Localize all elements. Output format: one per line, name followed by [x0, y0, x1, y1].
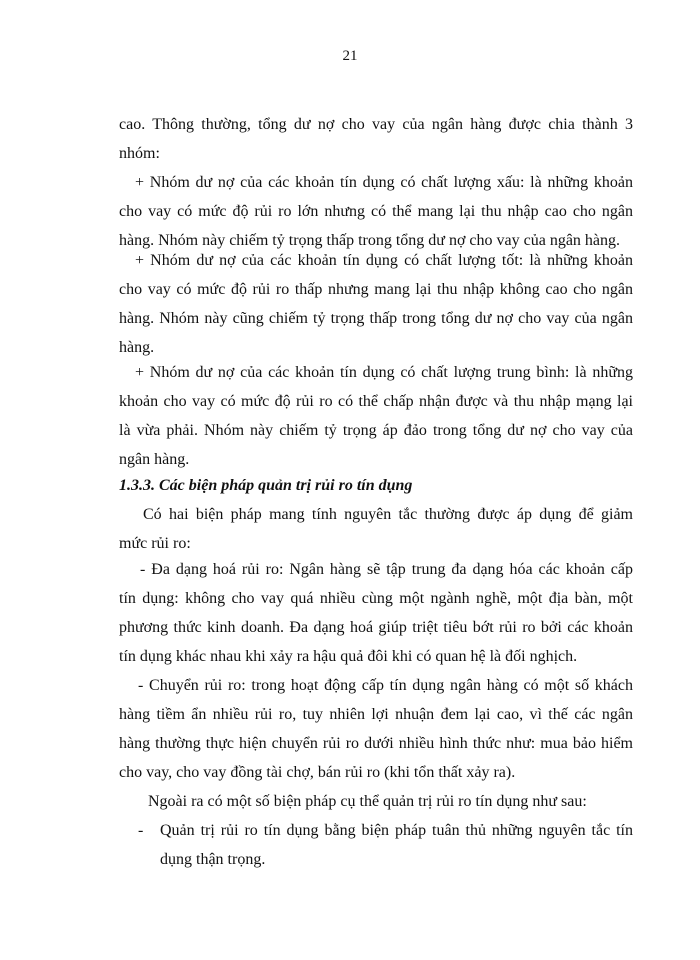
text-line: hàng. Nhóm này chiếm tỷ trọng thấp trong tổng dư nợ cho vay của ngân hàng. [119, 232, 621, 249]
text-line: Có hai biện pháp mang tính nguyên tắc thường được áp dụng để giảm [143, 506, 633, 523]
text-line: + Nhóm dư nợ của các khoản tín dụng có chất lượng trung bình: là những [135, 364, 633, 381]
text-line: là vừa phải. Nhóm này chiếm tỷ trọng áp đảo trong tổng dư nợ cho vay của [119, 422, 633, 439]
text-line: nhóm: [119, 145, 160, 162]
text-line: cho vay, cho vay đồng tài chợ, bán rủi ro (khi tổn thất xảy ra). [119, 764, 516, 781]
text-line: - Chuyển rủi ro: trong hoạt động cấp tín dụng ngân hàng có một số khách [138, 677, 633, 694]
text-line: + Nhóm dư nợ của các khoản tín dụng có chất lượng tốt: là những khoản [135, 252, 633, 269]
page-number: 21 [342, 48, 358, 64]
text-line: cho vay có mức độ rủi ro thấp nhưng mang lại thu nhập không cao cho ngân [119, 281, 633, 298]
text-line: Ngoài ra có một số biện pháp cụ thể quản trị rủi ro tín dụng như sau: [148, 793, 587, 810]
text-line: tín dụng khác nhau khi xảy ra hậu quả đôi khi có quan hệ là đối nghịch. [119, 648, 578, 665]
text-line: khoản cho vay có mức độ rủi ro có thể chấp nhận được và thu nhập mạng lại [119, 393, 633, 410]
text-line: + Nhóm dư nợ của các khoản tín dụng có chất lượng xấu: là những khoản [135, 174, 633, 191]
list-item-text: dụng thận trọng. [160, 851, 266, 868]
section-heading: 1.3.3. Các biện pháp quản trị rủi ro tín dụng [119, 477, 413, 494]
text-line: hàng. Nhóm này cũng chiếm tỷ trọng thấp trong tổng dư nợ cho vay của ngân [119, 310, 633, 327]
list-bullet: - [138, 822, 144, 839]
text-line: mức rủi ro: [119, 535, 191, 552]
text-line: ngân hàng. [119, 451, 190, 468]
text-line: - Đa dạng hoá rủi ro: Ngân hàng sẽ tập trung đa dạng hóa các khoản cấp [140, 561, 633, 578]
text-line: cao. Thông thường, tổng dư nợ cho vay của ngân hàng được chia thành 3 [119, 116, 633, 133]
text-line: phương thức kinh doanh. Đa dạng hoá giúp triệt tiêu bớt rủi ro bởi các khoản [119, 619, 633, 636]
text-line: tín dụng: không cho vay quá nhiều cùng một ngành nghề, một địa bàn, một [119, 590, 633, 607]
text-line: cho vay có mức độ rủi ro lớn nhưng có thể mang lại thu nhập cao cho ngân [119, 203, 633, 220]
text-line: hàng thường thực hiện chuyển rủi ro dưới nhiều hình thức như: mua bảo hiểm [119, 735, 633, 752]
list-item-text: Quản trị rủi ro tín dụng bằng biện pháp tuân thủ những nguyên tắc tín [160, 822, 633, 839]
text-line: hàng tiềm ẩn nhiều rủi ro, tuy nhiên lợi nhuận đem lại cao, vì thế các ngân [119, 706, 633, 723]
text-line: hàng. [119, 339, 155, 356]
